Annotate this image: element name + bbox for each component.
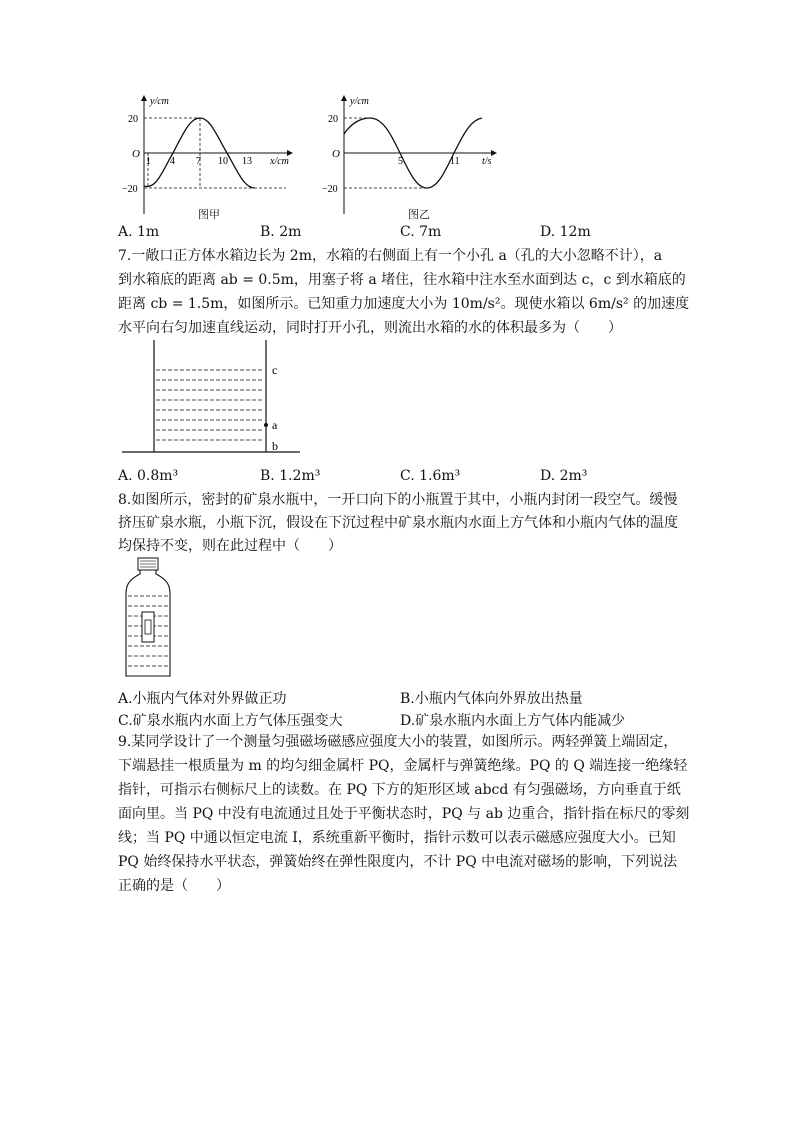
q7-line: 7.一敞口正方体水箱边长为 2m，水箱的右侧面上有一个小孔 a（孔的大小忽略不计），a bbox=[118, 248, 663, 264]
x-tick: 5 bbox=[398, 156, 403, 167]
q9-line: 正确的是（ ） bbox=[118, 878, 230, 894]
x-tick: 4 bbox=[170, 156, 175, 167]
q7-option-b: B. 1.2m³ bbox=[260, 468, 321, 484]
q6-option-a: A. 1m bbox=[118, 224, 160, 240]
y-tick: 20 bbox=[328, 114, 338, 125]
label-c: c bbox=[272, 363, 278, 377]
x-axis-label: t/s bbox=[482, 156, 492, 167]
q9-line: 下端悬挂一根质量为 m 的均匀细金属杆 PQ，金属杆与弹簧绝缘。PQ 的 Q 端连接一绝缘轻 bbox=[118, 758, 688, 774]
q8-line: 均保持不变，则在此过程中（ ） bbox=[118, 538, 342, 554]
water-tank-figure bbox=[118, 336, 308, 458]
q8-line: 挤压矿泉水瓶，小瓶下沉，假设在下沉过程中矿泉水瓶内水面上方气体和小瓶内气体的温度 bbox=[118, 515, 678, 531]
x-axis-label: x/cm bbox=[270, 156, 289, 167]
q7-option-a: A. 0.8m³ bbox=[118, 468, 179, 484]
x-tick: 10 bbox=[218, 156, 228, 167]
wave-graph-yi bbox=[312, 92, 502, 222]
origin-label: O bbox=[332, 148, 340, 160]
y-tick: −20 bbox=[322, 184, 338, 195]
q6-option-c: C. 7m bbox=[400, 224, 442, 240]
q7-line: 水平向右匀加速直线运动，同时打开小孔，则流出水箱的水的体积最多为（ ） bbox=[118, 320, 622, 336]
q9-line: 面向里。当 PQ 中没有电流通过且处于平衡状态时，PQ 与 ab 边重合，指针指在标尺的零刻 bbox=[118, 806, 690, 822]
q7-line: 距离 cb = 1.5m，如图所示。已知重力加速度大小为 10m/s²。现使水箱以 6m/s² 的加速度 bbox=[118, 296, 690, 312]
label-b: b bbox=[272, 439, 278, 453]
y-tick: −20 bbox=[122, 184, 138, 195]
q8-option-c: C.矿泉水瓶内水面上方气体压强变大 bbox=[118, 713, 343, 729]
q9-line: 指针，可指示右侧标尺上的读数。在 PQ 下方的矩形区域 abcd 有匀强磁场，方向垂直于纸 bbox=[118, 782, 681, 798]
q7-option-c: C. 1.6m³ bbox=[400, 468, 461, 484]
q7-option-d: D. 2m³ bbox=[540, 468, 588, 484]
y-axis-label: y/cm bbox=[350, 96, 369, 107]
q8-line: 8.如图所示，密封的矿泉水瓶中，一开口向下的小瓶置于其中，小瓶内封闭一段空气。缓慢 bbox=[118, 492, 678, 508]
graph-caption: 图甲 bbox=[198, 208, 220, 221]
q9-line: 9.某同学设计了一个测量匀强磁场磁感应强度大小的装置，如图所示。两轻弹簧上端固定， bbox=[118, 734, 678, 750]
hole-a bbox=[264, 423, 268, 427]
q9-line: 线；当 PQ 中通以恒定电流 I，系统重新平衡时，指针示数可以表示磁感应强度大小。已知 bbox=[118, 830, 676, 846]
bottle-figure bbox=[120, 556, 180, 680]
graph-caption: 图乙 bbox=[408, 208, 430, 221]
q8-option-d: D.矿泉水瓶内水面上方气体内能减少 bbox=[400, 713, 626, 729]
y-tick: 20 bbox=[128, 114, 138, 125]
wave-graph-jia bbox=[110, 92, 300, 222]
origin-label: O bbox=[132, 148, 140, 160]
q6-option-d: D. 12m bbox=[540, 224, 591, 240]
water-lines bbox=[156, 370, 264, 440]
x-tick: 11 bbox=[450, 156, 460, 167]
q8-option-b: B.小瓶内气体向外界放出热量 bbox=[400, 691, 583, 707]
x-tick: 7 bbox=[196, 156, 201, 167]
label-a: a bbox=[272, 418, 278, 432]
x-tick: 13 bbox=[242, 156, 252, 167]
q6-option-b: B. 2m bbox=[260, 224, 302, 240]
q8-option-a: A.小瓶内气体对外界做正功 bbox=[118, 691, 287, 707]
q7-line: 到水箱底的距离 ab = 0.5m，用塞子将 a 堵住，往水箱中注水至水面到达 c，c 到水箱底的 bbox=[118, 272, 686, 288]
y-axis-label: y/cm bbox=[150, 96, 169, 107]
q9-line: PQ 始终保持水平状态，弹簧始终在弹性限度内，不计 PQ 中电流对磁场的影响，下列说法 bbox=[118, 854, 678, 870]
x-tick: 1 bbox=[146, 156, 151, 167]
